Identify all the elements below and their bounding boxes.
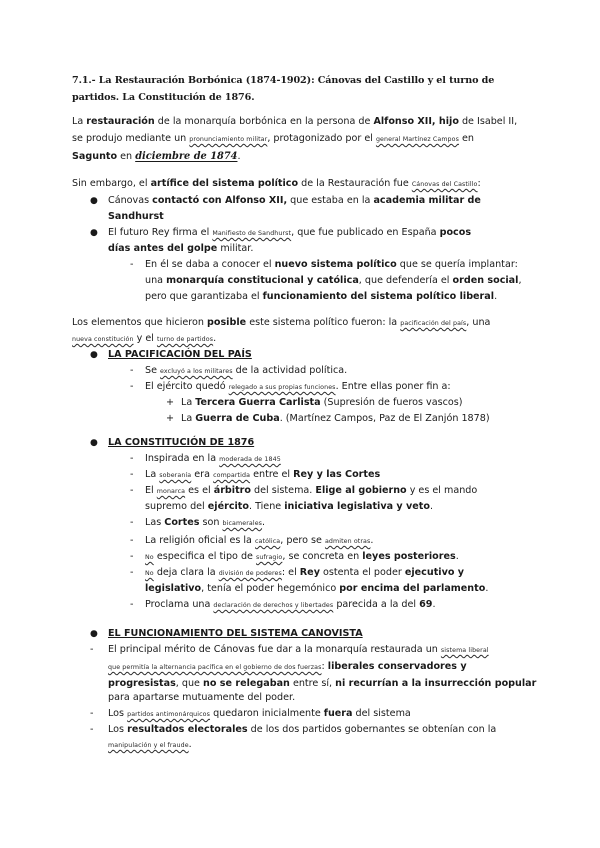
artifice-line: Sin embargo, el artífice del sistema político de la Restauración fue Cánovas del Castillo: [72,178,481,189]
bullet-2-line-1: El futuro Rey firma el Manifiesto de Sandhurst, que fue publicado en España pocos [108,227,472,238]
sec2-item-1: Inspirada en la moderada de 1845 [145,453,281,464]
sec1-subitem-1: La Tercera Guerra Carlista (Supresión de fueros vascos) [181,397,463,408]
dash-marker: - [130,485,134,496]
bullet-2-line-2: días antes del golpe militar. [108,243,254,254]
bullet-1-line-2: Sandhurst [108,211,164,222]
dash-marker: - [130,517,134,528]
bullet-marker: ● [90,629,98,639]
dash-marker: - [90,724,94,735]
dash-marker: - [130,365,134,376]
plus-marker: + [166,413,175,424]
sec3-item-3-line-2: manipulación y el fraude. [108,739,192,750]
sec3-item-1-line-3: progresistas, que no se relegaban entre sí, ni recurrían a la insurrección popular [108,678,537,689]
sec3-item-1-line-2: que permitía la alternancia pacífica en el gobierno de dos fuerzas: liberales conservadores y [108,661,467,672]
sec2-item-2: La soberanía era compartida entre el Rey y las Cortes [145,469,381,480]
intro-line-1: La restauración de la monarquía borbónica en la persona de Alfonso XII, hijo de Isabel II, [72,116,518,127]
sec3-item-3-line-1: Los resultados electorales de los dos partidos gobernantes se obtenían con la [108,724,497,735]
section-heading-constitucion: LA CONSTITUCIÓN DE 1876 [108,437,255,448]
dash-marker: - [130,259,134,270]
sec2-item-6: No especifica el tipo de sufragio, se concreta en leyes posteriores. [145,551,459,562]
sub-line-2: una monarquía constitucional y católica, que defendería el orden social, [145,275,522,286]
sec1-item-2: El ejército quedó relegado a sus propias funciones. Entre ellas poner fin a: [145,381,451,392]
section-heading-pacificacion: LA PACIFICACIÓN DEL PAÍS [108,349,252,360]
plus-marker: + [166,397,175,408]
bullet-marker: ● [90,228,98,238]
sec2-item-4: Las Cortes son bicamerales. [145,517,266,528]
sec2-item-8: Proclama una declaración de derechos y libertades parecida a la del 69. [145,599,436,610]
elements-line-1: Los elementos que hicieron posible este sistema político fueron: la pacificación del país, una [72,317,491,328]
section-heading-funcionamiento: EL FUNCIONAMIENTO DEL SISTEMA CANOVISTA [108,628,363,639]
sec2-item-7-line-2: legislativo, tenía el poder hegemónico por encima del parlamento. [145,583,489,594]
sub-line-3: pero que garantizaba el funcionamiento del sistema político liberal. [145,291,498,302]
dash-marker: - [130,381,134,392]
sec2-item-5: La religión oficial es la católica, pero se admiten otras. [145,535,374,546]
sec3-item-1-line-1: El principal mérito de Cánovas fue dar a la monarquía restaurada un sistema liberal [108,644,489,655]
dash-marker: - [130,599,134,610]
dash-marker: - [130,551,134,562]
page-title: 7.1.- La Restauración Borbónica (1874-1902): Cánovas del Castillo y el turno de partidos. La Constitución de 1876. [72,75,495,103]
dash-marker: - [130,535,134,546]
bullet-marker: ● [90,196,98,206]
sec1-subitem-2: La Guerra de Cuba. (Martínez Campos, Paz de El Zanjón 1878) [181,413,490,424]
dash-marker: - [130,469,134,480]
bullet-marker: ● [90,350,98,360]
elements-line-2: nueva constitución y el turno de partidos. [72,333,217,344]
intro-line-3: Sagunto en diciembre de 1874. [72,151,241,162]
sec2-item-3-line-1: El monarca es el árbitro del sistema. Elige al gobierno y es el mando [145,485,478,496]
sec2-item-3-line-2: supremo del ejército. Tiene iniciativa legislativa y veto. [145,501,433,512]
dash-marker: - [90,644,94,655]
dash-marker: - [130,567,134,578]
dash-marker: - [130,453,134,464]
bullet-1-line-1: Cánovas contactó con Alfonso XII, que estaba en la academia militar de [108,195,481,206]
sec3-item-2: Los partidos antimonárquicos quedaron inicialmente fuera del sistema [108,708,411,719]
sec3-item-1-line-4: para apartarse mutuamente del poder. [108,692,296,703]
intro-line-2: se produjo mediante un pronunciamiento militar, protagonizado por el general Martínez Campos en [72,133,475,144]
bullet-marker: ● [90,438,98,448]
dash-marker: - [90,708,94,719]
sub-line-1: En él se daba a conocer el nuevo sistema político que se quería implantar: [145,259,518,270]
sec1-item-1: Se excluyó a los militares de la actividad política. [145,365,348,376]
sec2-item-7-line-1: No deja clara la división de poderes: el Rey ostenta el poder ejecutivo y [145,567,465,578]
